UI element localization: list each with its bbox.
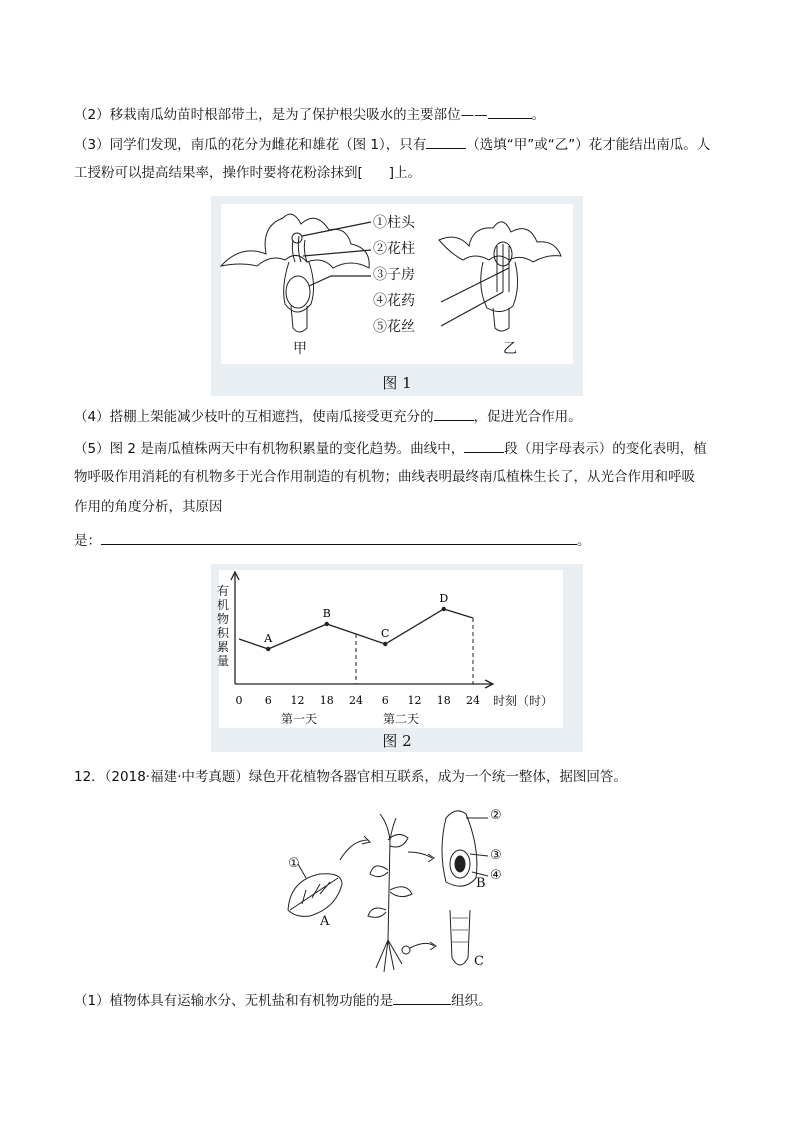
fig1-labels bbox=[373, 210, 415, 340]
q12-plant-figure bbox=[280, 800, 510, 980]
chart-axes bbox=[231, 572, 493, 688]
q12-part1: （1）植物体具有运输水分、无机盐和有机物功能的是 组织。 bbox=[74, 990, 492, 1010]
point-label-d: D bbox=[439, 592, 449, 605]
marker-1: ① bbox=[288, 856, 300, 871]
figure-2 bbox=[211, 564, 583, 752]
fig2-caption: 图 2 bbox=[382, 732, 412, 750]
male-flower-drawing bbox=[439, 222, 561, 331]
q11-part3-line1: （3）同学们发现，南瓜的花分为雌花和雄花（图 1），只有 （选填“甲”或“乙”）花才能结出南瓜。人 bbox=[74, 134, 710, 154]
q11-part2-text: （2）移栽南瓜幼苗时根部带土，是为了保护根尖吸水的主要部位—— bbox=[74, 107, 488, 123]
female-flower-drawing bbox=[221, 214, 369, 332]
seed-drawing bbox=[442, 811, 477, 886]
figure-1 bbox=[211, 196, 583, 396]
label-style: ②花柱 bbox=[373, 241, 415, 257]
answer-blank[interactable] bbox=[464, 438, 504, 453]
chart-xlabel: 时刻（时） bbox=[493, 694, 554, 708]
marker-3: ③ bbox=[490, 848, 502, 863]
x-tick-label: 24 bbox=[349, 694, 363, 707]
answer-blank[interactable] bbox=[101, 530, 577, 545]
answer-blank[interactable] bbox=[426, 134, 466, 149]
answer-blank[interactable] bbox=[434, 406, 474, 421]
x-tick-label: 18 bbox=[319, 694, 334, 707]
fig1-name-right: 乙 bbox=[503, 341, 517, 357]
point-a bbox=[266, 647, 270, 651]
label-filament: ⑤花丝 bbox=[373, 319, 415, 335]
marker-b: B bbox=[476, 876, 486, 891]
q12-header: 12．（2018·福建·中考真题）绿色开花植物各器官相互联系，成为一个统一整体，据图回答。 bbox=[74, 769, 627, 785]
answer-blank[interactable] bbox=[393, 990, 451, 1005]
answer-blank[interactable] bbox=[488, 104, 532, 119]
day2-label: 第二天 bbox=[383, 712, 420, 726]
marker-c: C bbox=[474, 954, 484, 969]
x-tick-label: 12 bbox=[290, 694, 305, 707]
q11-part5-line2: 物呼吸作用消耗的有机物多于光合作用制造的有机物；曲线表明最终南瓜植株生长了，从光合作用和呼吸 bbox=[74, 469, 695, 485]
stem-drawing bbox=[388, 840, 390, 940]
fig1-caption: 图 1 bbox=[382, 374, 412, 392]
day1-label: 第一天 bbox=[281, 712, 318, 726]
x-tick-label: 24 bbox=[466, 694, 480, 707]
q11-part2: （2）移栽南瓜幼苗时根部带土，是为了保护根尖吸水的主要部位—— 。 bbox=[74, 104, 545, 124]
q11-part5-line3: 作用的角度分析，其原因 bbox=[74, 499, 223, 515]
label-stigma: ①柱头 bbox=[373, 215, 415, 231]
point-c bbox=[383, 642, 387, 646]
q11-part3-line2: 工授粉可以提高结果率，操作时要将花粉涂抹到[ ]上。 bbox=[74, 165, 422, 181]
point-label-b: B bbox=[322, 607, 331, 620]
q11-part5-line4: 是： 。 bbox=[74, 530, 591, 550]
q11-part4: （4）搭棚上架能减少枝叶的互相遮挡，使南瓜接受更充分的 ，促进光合作用。 bbox=[74, 406, 582, 426]
chart-ylabel: 有机物积累量 bbox=[217, 584, 230, 668]
x-tick-label: 18 bbox=[436, 694, 451, 707]
label-ovary: ③子房 bbox=[373, 267, 415, 283]
point-label-c: C bbox=[381, 627, 390, 640]
marker-4: ④ bbox=[490, 868, 502, 883]
x-tick-label: 0 bbox=[235, 694, 243, 707]
marker-a: A bbox=[320, 914, 330, 929]
marker-2: ② bbox=[490, 808, 502, 823]
q11-part5-line1: （5）图 2 是南瓜植株两天中有机物积累量的变化趋势。曲线中， 段（用字母表示）的变化表明，植 bbox=[74, 438, 707, 458]
point-label-a: A bbox=[264, 632, 273, 645]
x-tick-label: 6 bbox=[381, 694, 389, 707]
leaf-drawing bbox=[288, 874, 342, 917]
fig1-name-left: 甲 bbox=[293, 341, 307, 357]
label-anther: ④花药 bbox=[373, 293, 415, 309]
x-tick-label: 6 bbox=[264, 694, 272, 707]
point-b bbox=[325, 622, 329, 626]
point-d bbox=[442, 607, 446, 611]
x-tick-label: 12 bbox=[407, 694, 422, 707]
